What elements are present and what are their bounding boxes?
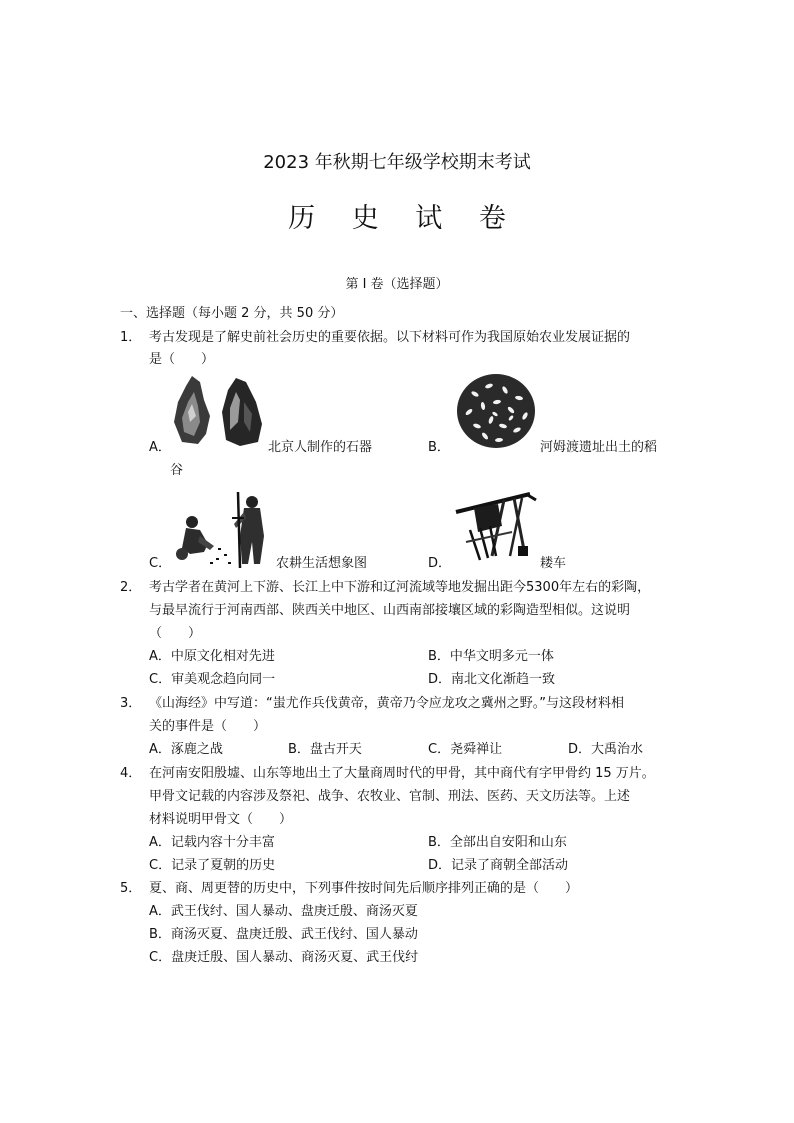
option-a: A．武王伐纣、国人暴动、盘庚迁殷、商汤灭夏 — [149, 904, 418, 919]
option-label: D． — [428, 556, 452, 571]
option-c: C．审美观念趋向同一 — [149, 672, 276, 687]
subject-title: 历 史 试 卷 — [288, 203, 520, 234]
option-a: A．中原文化相对先进 — [149, 649, 275, 664]
question-stem: 《山海经》中写道：“蚩尤作兵伐黄帝，黄帝乃令应龙攻之冀州之野。”与这段材料相 — [149, 696, 624, 711]
option-label: B． — [428, 440, 450, 455]
question-stem: 夏、商、周更替的历史中，下列事件按时间先后顺序排列正确的是（ ） — [149, 881, 579, 896]
option-text: 北京人制作的石器 — [268, 440, 373, 455]
option-d: D．记录了商朝全部活动 — [428, 858, 569, 873]
stone-tools-image — [170, 372, 270, 448]
option-a: A．涿鹿之战 — [149, 742, 223, 757]
option-text: 农耕生活想象图 — [276, 556, 368, 571]
option-c: C．盘庚迁殷、国人暴动、商汤灭夏、武王伐纣 — [149, 950, 419, 965]
question-stem: 关的事件是（ ） — [149, 719, 267, 734]
option-label: A． — [149, 440, 171, 455]
question-stem: 是（ ） — [149, 352, 215, 367]
farming-scene-image — [170, 488, 278, 570]
option-d: D．南北文化渐趋一致 — [428, 672, 556, 687]
question-stem: 考古发现是了解史前社会历史的重要依据。以下材料可作为我国原始农业发展证据的 — [149, 330, 631, 345]
volume-title: 第 I 卷（选择题） — [345, 277, 449, 292]
question-stem: 材料说明甲骨文（ ） — [149, 812, 293, 827]
option-b: B．中华文明多元一体 — [428, 649, 554, 664]
seed-drill-image — [452, 486, 544, 570]
question-number: 5． — [120, 881, 142, 896]
question-stem: 与最早流行于河南西部、陕西关中地区、山西南部接壤区域的彩陶造型相似。这说明 — [149, 603, 631, 618]
question-number: 3． — [120, 696, 142, 711]
option-b: B．盘古开天 — [288, 742, 362, 757]
question-stem: 考古学者在黄河上下游、长江上中下游和辽河流域等地发掘出距今5300年左右的彩陶， — [149, 580, 651, 595]
option-c: C．记录了夏朝的历史 — [149, 858, 276, 873]
part-heading: 一、选择题（每小题 2 分，共 50 分） — [120, 306, 344, 321]
option-label: C． — [149, 556, 172, 571]
option-text: 耧车 — [540, 556, 567, 571]
question-stem: 在河南安阳殷墟、山东等地出土了大量商周时代的甲骨，其中商代有字甲骨约 15 万片。 — [149, 766, 655, 781]
option-b: B．商汤灭夏、盘庚迁殷、武王伐纣、国人暴动 — [149, 927, 418, 942]
rice-grains-image — [455, 372, 537, 450]
question-number: 2． — [120, 580, 142, 595]
option-text: 河姆渡遗址出土的稻 — [540, 440, 658, 455]
exam-title: 2023 年秋期七年级学校期末考试 — [263, 152, 531, 173]
question-number: 4． — [120, 766, 142, 781]
option-c: C．尧舜禅让 — [428, 742, 503, 757]
question-number: 1． — [120, 330, 142, 345]
question-stem: 甲骨文记载的内容涉及祭祀、战争、农牧业、官制、刑法、医药、天文历法等。上述 — [149, 789, 631, 804]
question-stem: （ ） — [149, 626, 202, 641]
option-text: 谷 — [170, 463, 184, 478]
option-d: D．大禹治水 — [568, 742, 644, 757]
option-b: B．全部出自安阳和山东 — [428, 835, 567, 850]
option-a: A．记载内容十分丰富 — [149, 835, 275, 850]
